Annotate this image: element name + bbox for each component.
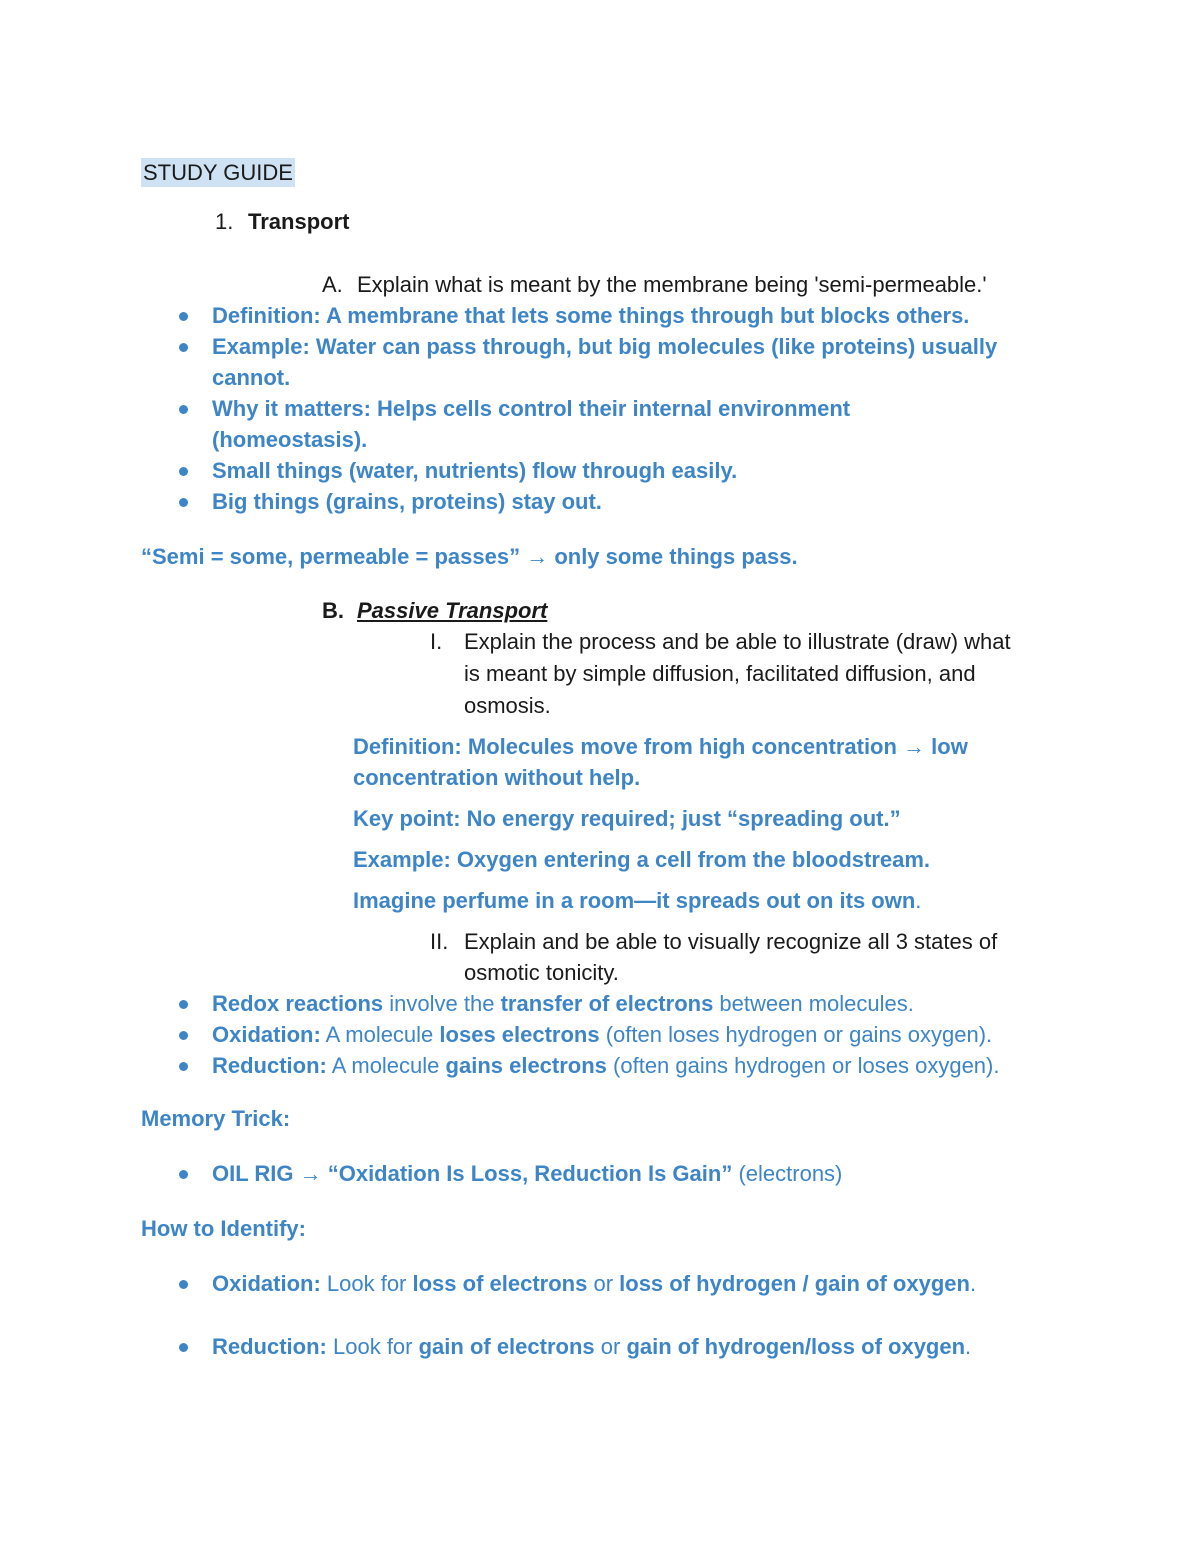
bullet-text-continued: (homeostasis). [212,427,368,452]
bullet-text: Small things (water, nutrients) flow through easily. [212,458,738,483]
section-heading: Transport [248,209,350,234]
bullet-icon [179,1170,188,1179]
oxidation-bullet: Oxidation: A molecule loses electrons (often loses hydrogen or gains oxygen). [212,1022,993,1047]
item-text: is meant by simple diffusion, facilitated diffusion, and [464,661,976,686]
part-b-marker: B. [322,598,344,623]
bullet-text-continued: cannot. [212,365,291,390]
bullet-icon [179,467,188,476]
item-text: Explain and be able to visually recognize all 3 states of [464,929,998,954]
page-title: STUDY GUIDE [143,160,293,185]
roman-marker: II. [430,929,449,954]
memory-heading: Memory Trick: [141,1106,291,1131]
bullet-icon [179,1280,188,1289]
bullet-text: Big things (grains, proteins) stay out. [212,489,602,514]
part-b-heading: Passive Transport [357,598,548,623]
part-a-question: Explain what is meant by the membrane being 'semi-permeable.' [357,272,987,297]
bullet-icon [179,343,188,352]
identify-oxidation: Oxidation: Look for loss of electrons or loss of hydrogen / gain of oxygen. [212,1271,977,1296]
bullet-icon [179,405,188,414]
item-text: Explain the process and be able to illustrate (draw) what [464,629,1011,654]
note-definition-continued: concentration without help. [353,765,641,790]
note-imagine: Imagine perfume in a room—it spreads out on its own. [353,888,922,913]
bullet-icon [179,1062,188,1071]
reduction-bullet: Reduction: A molecule gains electrons (often gains hydrogen or loses oxygen). [212,1053,1000,1078]
identify-reduction: Reduction: Look for gain of electrons or gain of hydrogen/loss of oxygen. [212,1334,972,1359]
memory-bullet: OIL RIG → “Oxidation Is Loss, Reduction Is Gain” (electrons) [212,1161,843,1186]
section-number: 1. [215,209,234,234]
part-a-marker: A. [322,272,343,297]
bullet-icon [179,1343,188,1352]
bullet-icon [179,312,188,321]
identify-heading: How to Identify: [141,1216,306,1241]
redox-bullet: Redox reactions involve the transfer of electrons between molecules. [212,991,914,1016]
bullet-text: Why it matters: Helps cells control their internal environment [212,396,851,421]
bullet-icon [179,1000,188,1009]
mnemonic-line: “Semi = some, permeable = passes” → only some things pass. [141,544,798,569]
bullet-text: Definition: A membrane that lets some things through but blocks others. [212,303,970,328]
item-text: osmosis. [464,693,551,718]
bullet-icon [179,1031,188,1040]
note-key-point: Key point: No energy required; just “spreading out.” [353,806,901,831]
item-text: osmotic tonicity. [464,960,619,985]
roman-marker: I. [430,629,443,654]
bullet-icon [179,498,188,507]
note-example: Example: Oxygen entering a cell from the bloodstream. [353,847,931,872]
bullet-text: Example: Water can pass through, but big molecules (like proteins) usually [212,334,998,359]
note-definition: Definition: Molecules move from high concentration → low [353,734,968,759]
